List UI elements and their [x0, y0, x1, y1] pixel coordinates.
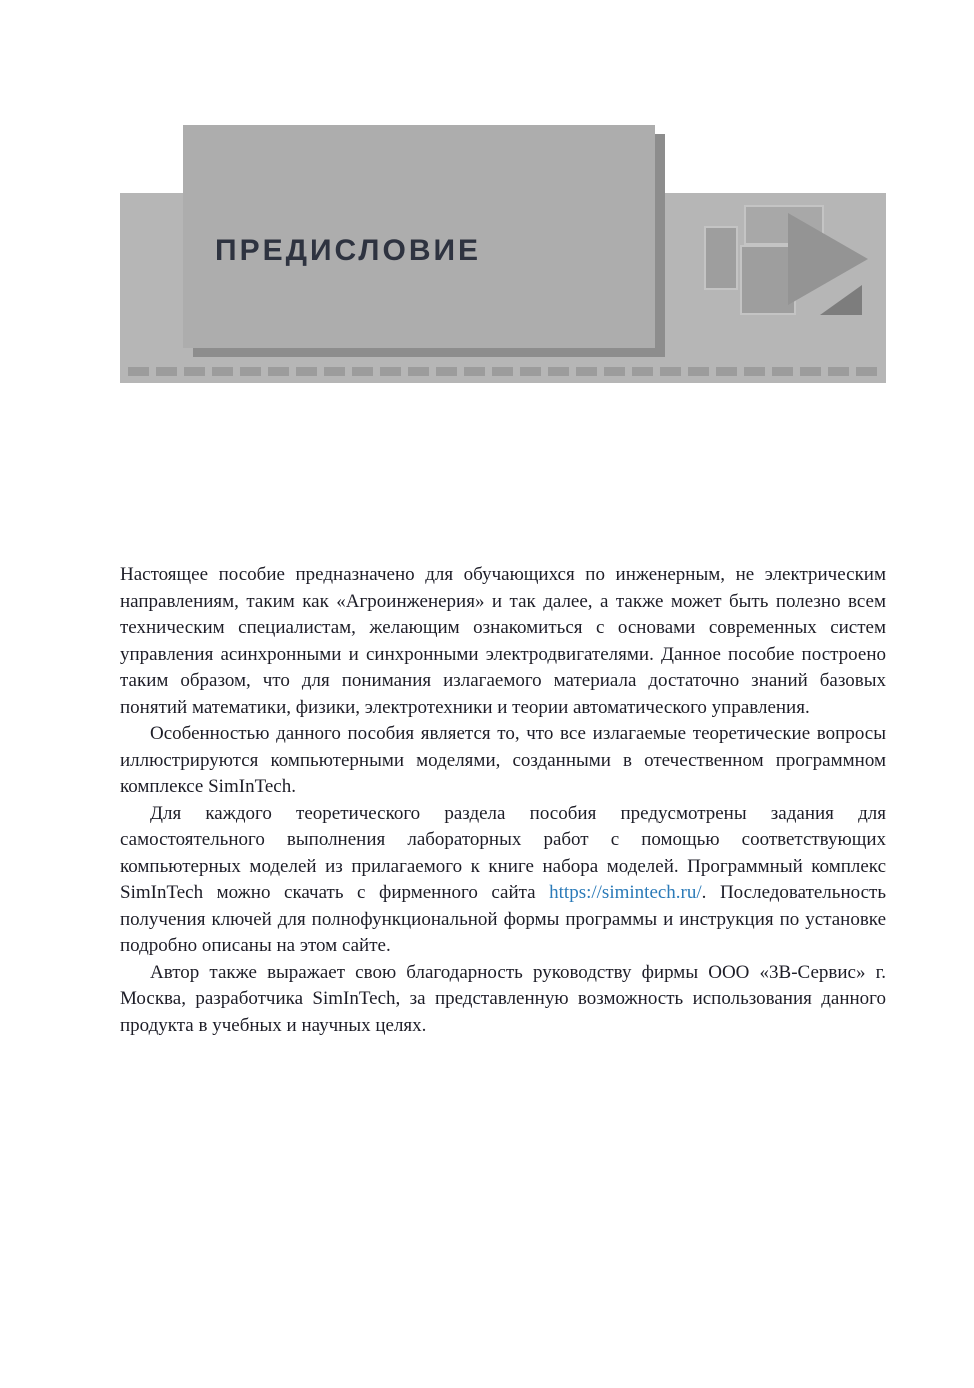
body-text [120, 562, 886, 1039]
chapter-title: ПРЕДИСЛОВИЕ [215, 233, 482, 267]
paragraph-1: Настоящее пособие предназначено для обучающихся по инженерным, не электрическим направлениям, таким как «Агроинженерия» и так далее, а также может быть полезно всем техническим специалистам, желающим ознакомиться с основами современных систем управления асинхронными и синхронными электродвигателями. Данное пособие построено таким образом, что для понимания излагаемого материала достаточно знаний базовых понятий математики, физики, электротехники и теории автоматического управления. [120, 564, 886, 718]
paragraph-2: Особенностью данного пособия является то, что все излагаемые теоретические вопросы иллюстрируются компьютерными моделями, созданными в отечественном программном комплексе SimInTech. [120, 723, 886, 797]
paragraph-3 [120, 801, 886, 960]
paragraph-3-text-before: Для каждого теоретического раздела пособия предусмотрены задания для самостоятельного выполнения лабораторных работ с помощью соответствующих компьютерных моделей из прилагаемого к книге набора моделей. Программный комплекс SimInTech можно скачать с фирменного сайта [120, 802, 886, 903]
paragraph-3-text-after: . Последовательность получения ключей для полнофункциональной формы программы и инструкция по установке подробно описаны на этом сайте. [120, 882, 887, 956]
paragraph-4: Автор также выражает свою благодарность руководству фирмы ООО «3В-Сервис» г. Москва, разработчика SimInTech, за представленную возможность использования данного продукта в учебных и научных целях. [120, 961, 886, 1036]
decorative-bar-rectangle [704, 226, 738, 290]
filmstrip-decoration [128, 367, 880, 376]
simintech-link[interactable]: https://simintech.ru/ [549, 882, 702, 903]
decorative-corner-triangle [820, 285, 862, 315]
chapter-title-box [183, 125, 655, 348]
